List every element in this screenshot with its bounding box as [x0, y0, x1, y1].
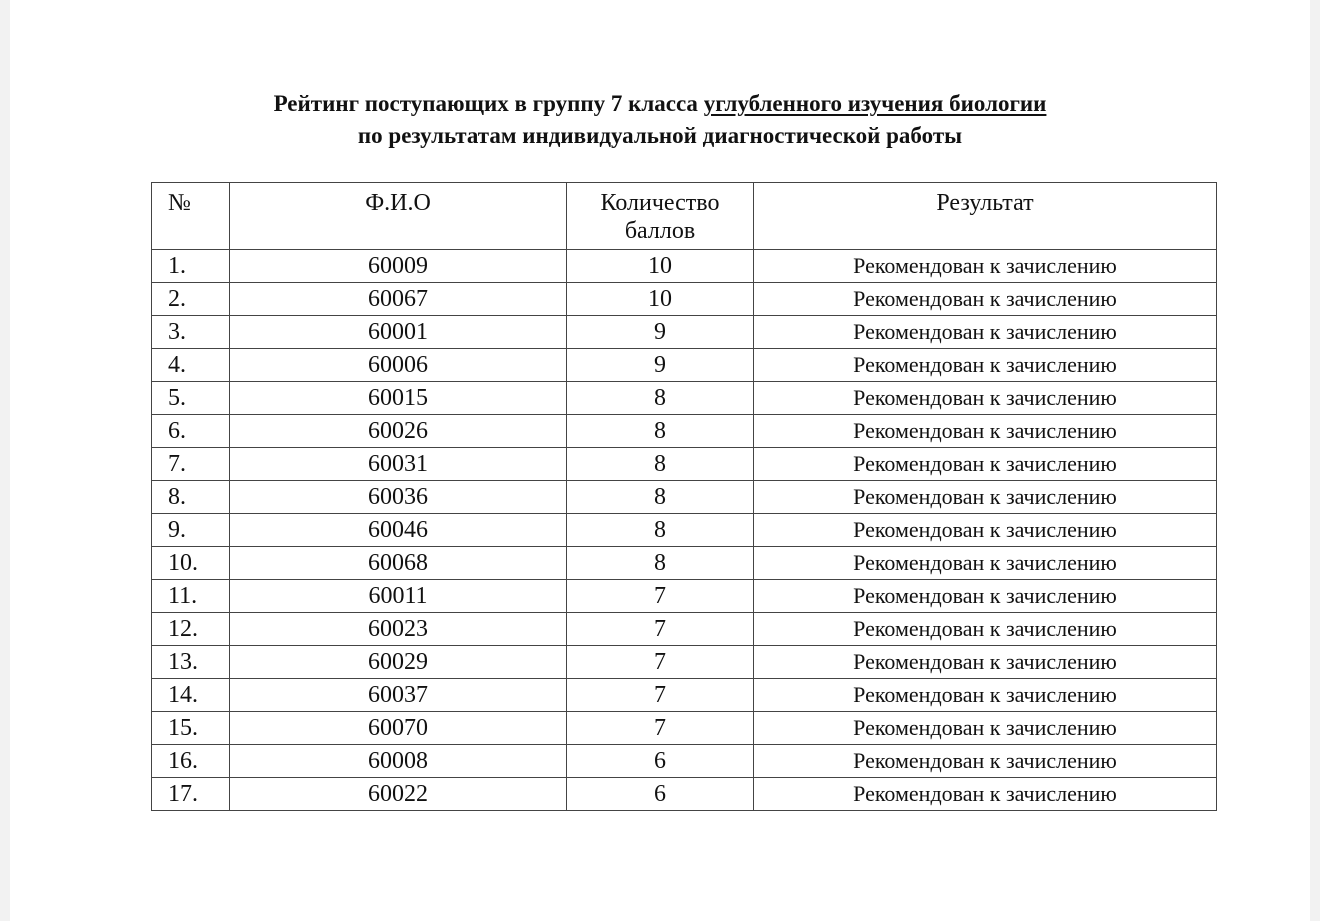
row-result: Рекомендован к зачислению — [754, 646, 1217, 679]
row-number: 17. — [152, 778, 230, 811]
table-row — [152, 316, 1217, 349]
table-row — [152, 514, 1217, 547]
table-row — [152, 679, 1217, 712]
row-number: 4. — [152, 349, 230, 382]
row-fio: 60009 — [230, 250, 567, 283]
header-fio: Ф.И.О — [230, 183, 567, 250]
row-result: Рекомендован к зачислению — [754, 580, 1217, 613]
row-score: 7 — [567, 580, 754, 613]
table-row — [152, 448, 1217, 481]
table-row — [152, 646, 1217, 679]
table-row — [152, 481, 1217, 514]
row-number: 7. — [152, 448, 230, 481]
row-score: 7 — [567, 646, 754, 679]
row-result: Рекомендован к зачислению — [754, 679, 1217, 712]
row-number: 11. — [152, 580, 230, 613]
title-line-1-text: Рейтинг поступающих в группу 7 класса — [273, 91, 704, 116]
title-line-2: по результатам индивидуальной диагностической работы — [357, 123, 963, 148]
row-score: 8 — [567, 481, 754, 514]
row-fio: 60046 — [230, 514, 567, 547]
title-underlined-text: углубленного изучения биологии — [703, 91, 1047, 116]
row-number: 15. — [152, 712, 230, 745]
document-title — [10, 88, 1310, 152]
header-result: Результат — [754, 183, 1217, 250]
row-number: 16. — [152, 745, 230, 778]
row-fio: 60037 — [230, 679, 567, 712]
row-fio: 60067 — [230, 283, 567, 316]
row-number: 2. — [152, 283, 230, 316]
row-result: Рекомендован к зачислению — [754, 745, 1217, 778]
table-row — [152, 250, 1217, 283]
row-result: Рекомендован к зачислению — [754, 712, 1217, 745]
row-result: Рекомендован к зачислению — [754, 250, 1217, 283]
row-result: Рекомендован к зачислению — [754, 316, 1217, 349]
row-fio: 60029 — [230, 646, 567, 679]
document-page — [10, 0, 1310, 921]
row-score: 6 — [567, 778, 754, 811]
row-result: Рекомендован к зачислению — [754, 514, 1217, 547]
row-score: 8 — [567, 382, 754, 415]
row-result: Рекомендован к зачислению — [754, 415, 1217, 448]
row-fio: 60023 — [230, 613, 567, 646]
header-score: Количество баллов — [567, 183, 754, 250]
row-fio: 60022 — [230, 778, 567, 811]
row-result: Рекомендован к зачислению — [754, 448, 1217, 481]
row-fio: 60031 — [230, 448, 567, 481]
row-score: 9 — [567, 349, 754, 382]
row-score: 8 — [567, 415, 754, 448]
table-row — [152, 382, 1217, 415]
row-number: 9. — [152, 514, 230, 547]
row-fio: 60001 — [230, 316, 567, 349]
header-row — [152, 183, 1217, 250]
table-header — [152, 183, 1217, 250]
row-fio: 60008 — [230, 745, 567, 778]
row-fio: 60036 — [230, 481, 567, 514]
row-result: Рекомендован к зачислению — [754, 349, 1217, 382]
row-result: Рекомендован к зачислению — [754, 547, 1217, 580]
row-score: 7 — [567, 679, 754, 712]
row-number: 14. — [152, 679, 230, 712]
row-fio: 60026 — [230, 415, 567, 448]
row-score: 10 — [567, 283, 754, 316]
table-body — [152, 250, 1217, 811]
row-score: 6 — [567, 745, 754, 778]
row-number: 3. — [152, 316, 230, 349]
table-row — [152, 283, 1217, 316]
row-number: 5. — [152, 382, 230, 415]
row-number: 1. — [152, 250, 230, 283]
row-score: 9 — [567, 316, 754, 349]
row-number: 13. — [152, 646, 230, 679]
row-number: 6. — [152, 415, 230, 448]
row-fio: 60068 — [230, 547, 567, 580]
row-score: 8 — [567, 448, 754, 481]
title-line-1 — [10, 88, 1310, 120]
row-result: Рекомендован к зачислению — [754, 613, 1217, 646]
row-fio: 60011 — [230, 580, 567, 613]
rating-table — [151, 182, 1217, 811]
row-result: Рекомендован к зачислению — [754, 382, 1217, 415]
table-row — [152, 745, 1217, 778]
row-result: Рекомендован к зачислению — [754, 283, 1217, 316]
row-number: 12. — [152, 613, 230, 646]
row-fio: 60006 — [230, 349, 567, 382]
row-score: 8 — [567, 547, 754, 580]
row-number: 8. — [152, 481, 230, 514]
row-result: Рекомендован к зачислению — [754, 778, 1217, 811]
row-score: 8 — [567, 514, 754, 547]
table-row — [152, 349, 1217, 382]
table-row — [152, 415, 1217, 448]
table-row — [152, 778, 1217, 811]
row-result: Рекомендован к зачислению — [754, 481, 1217, 514]
header-num: № — [152, 183, 230, 250]
row-fio: 60015 — [230, 382, 567, 415]
table-row — [152, 580, 1217, 613]
row-number: 10. — [152, 547, 230, 580]
row-score: 7 — [567, 712, 754, 745]
row-fio: 60070 — [230, 712, 567, 745]
table-row — [152, 712, 1217, 745]
row-score: 7 — [567, 613, 754, 646]
table-row — [152, 613, 1217, 646]
table-row — [152, 547, 1217, 580]
row-score: 10 — [567, 250, 754, 283]
